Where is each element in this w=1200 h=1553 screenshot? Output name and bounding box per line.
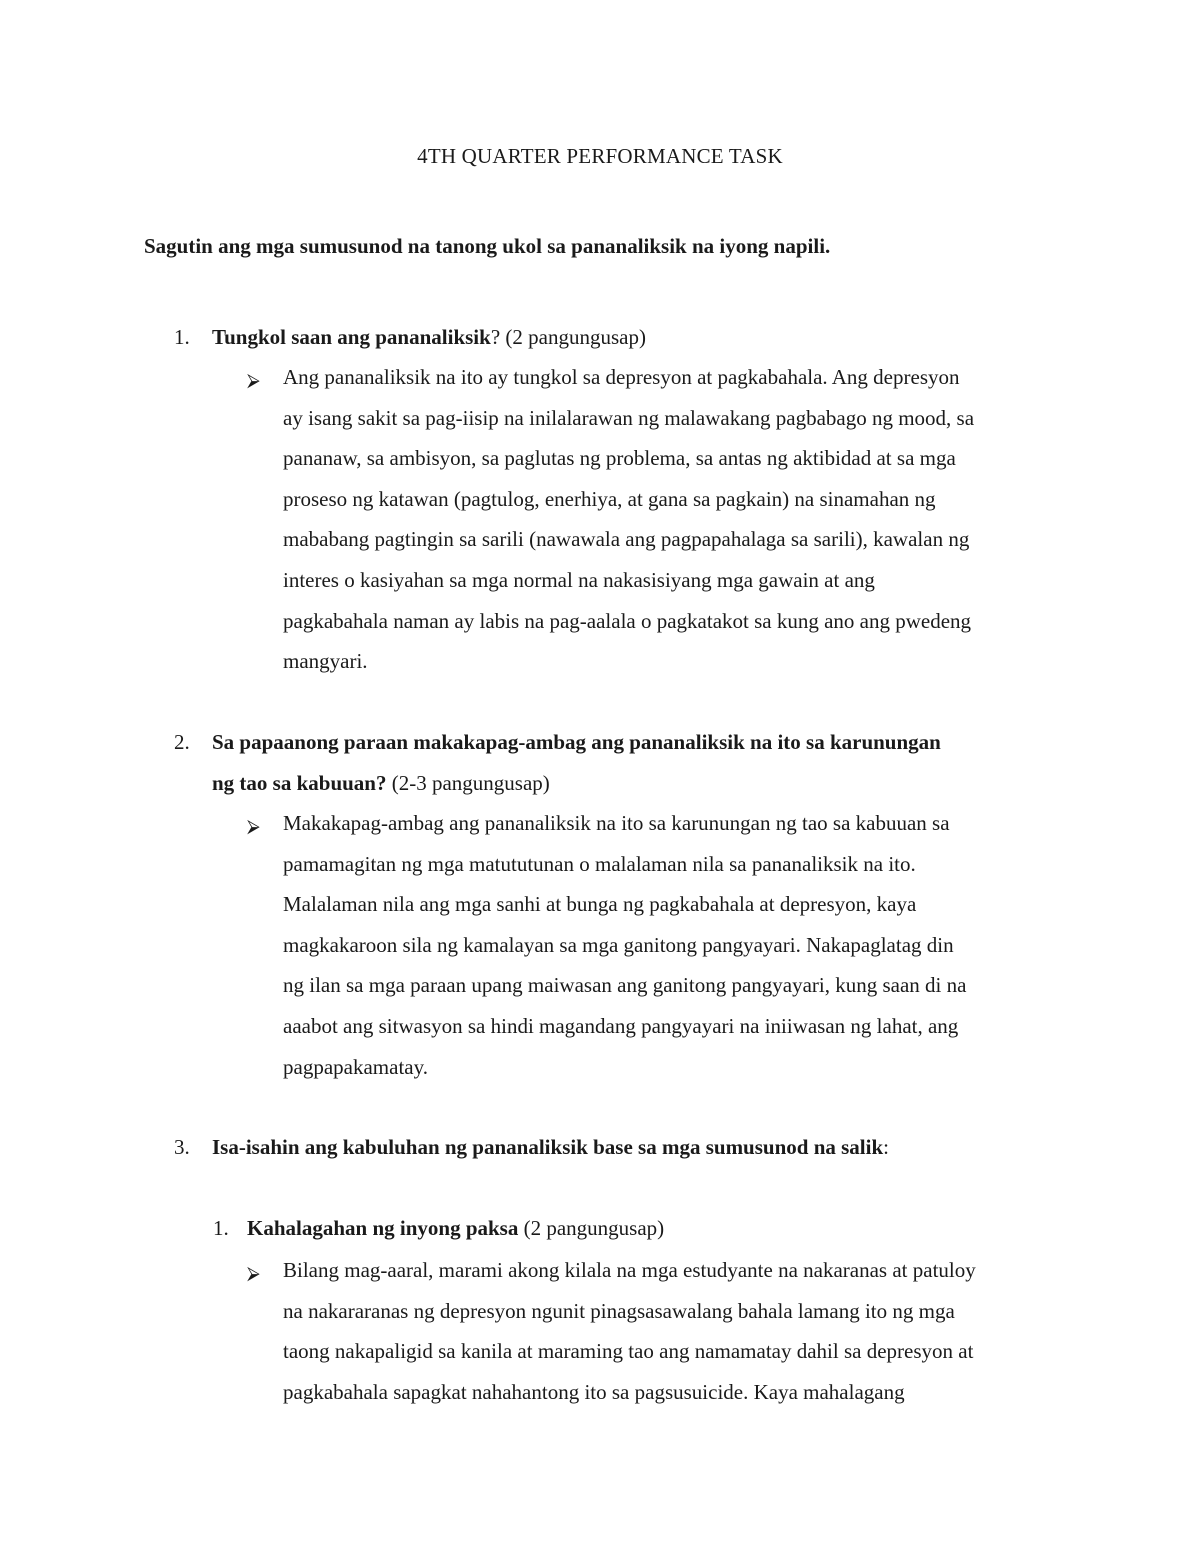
answer-line: mababang pagtingin sa sarili (nawawala ang pagpapahalaga sa sarili), kawalan ng: [283, 527, 970, 552]
question-2-text-cont: ng tao sa kabuuan?: [212, 771, 387, 795]
arrow-bullet-icon: ⮚: [247, 370, 260, 390]
answer-line: Bilang mag-aaral, marami akong kilala na mga estudyante na nakaranas at patuloy: [283, 1258, 976, 1282]
answer-1: [283, 357, 974, 682]
answer-line: mangyari.: [283, 649, 368, 674]
answer-2: [283, 803, 966, 1087]
subitem-1-note: (2 pangungusap): [518, 1216, 665, 1240]
answer-3-1: [283, 1250, 976, 1412]
question-2-text: Sa papaanong paraan makakapag-ambag ang pananaliksik na ito sa karunungan: [212, 730, 941, 754]
question-2-note: (2-3 pangungusap): [386, 771, 550, 795]
arrow-bullet-icon: ⮚: [247, 1263, 260, 1283]
answer-line: proseso ng katawan (pagtulog, enerhiya, at gana sa pagkain) na sinamahan ng: [283, 486, 936, 511]
answer-line: interes o kasiyahan sa mga normal na nakasisiyang mga gawain at ang: [283, 567, 875, 592]
answer-line: aaabot ang sitwasyon sa hindi magandang pangyayari na iniiwasan ng lahat, ang: [283, 1013, 959, 1038]
question-3-colon: :: [883, 1135, 889, 1159]
question-3-text: Isa-isahin ang kabuluhan ng pananaliksik base sa mga sumusunod na salik: [212, 1135, 884, 1159]
question-1: [212, 325, 646, 350]
answer-line: pamamagitan ng mga matututunan o malalaman nila sa pananaliksik na ito.: [283, 851, 916, 876]
question-1-note: ? (2 pangungusap): [490, 325, 646, 349]
answer-line: na nakararanas ng depresyon ngunit pinagsasawalang bahala lamang ito ng mga: [283, 1298, 955, 1323]
subitem-1-text: Kahalagahan ng inyong paksa: [247, 1216, 519, 1240]
answer-line: ng ilan sa mga paraan upang maiwasan ang ganitong pangyayari, kung saan di na: [283, 973, 967, 998]
answer-line: pananaw, sa ambisyon, sa paglutas ng problema, sa antas ng aktibidad at sa mga: [283, 446, 956, 471]
answer-line: Ang pananaliksik na ito ay tungkol sa depresyon at pagkabahala. Ang depresyon: [283, 365, 960, 389]
answer-line: magkakaroon sila ng kamalayan sa mga ganitong pangyayari. Nakapaglatag din: [283, 932, 954, 957]
answer-line: Malalaman nila ang mga sanhi at bunga ng pagkabahala at depresyon, kaya: [283, 892, 917, 917]
question-2-line-1: [212, 730, 941, 755]
answer-line: pagkabahala sapagkat nahahantong ito sa pagsusuicide. Kaya mahalagang: [283, 1379, 905, 1404]
question-1-text: Tungkol saan ang pananaliksik: [212, 325, 491, 349]
question-3-number: 3.: [174, 1135, 190, 1159]
subitem-1-number: 1.: [213, 1216, 229, 1240]
answer-line: Makakapag-ambag ang pananaliksik na ito sa karunungan ng tao sa kabuuan sa: [283, 811, 950, 835]
answer-line: ay isang sakit sa pag-iisip na inilalarawan ng malawakang pagbabago ng mood, sa: [283, 405, 975, 430]
answer-line: taong nakapaligid sa kanila at maraming tao ang namamatay dahil sa depresyon at: [283, 1339, 974, 1364]
answer-line: pagpapakamatay.: [283, 1054, 428, 1079]
document-title: 4TH QUARTER PERFORMANCE TASK: [417, 144, 783, 168]
subitem-1: [247, 1216, 664, 1241]
instruction-text: Sagutin ang mga sumusunod na tanong ukol sa pananaliksik na iyong napili.: [144, 234, 831, 258]
arrow-bullet-icon: ⮚: [247, 816, 260, 836]
question-3: [212, 1135, 889, 1160]
question-2-number: 2.: [174, 730, 190, 754]
question-1-number: 1.: [174, 325, 190, 349]
answer-line: pagkabahala naman ay labis na pag-aalala o pagkatakot sa kung ano ang pwedeng: [283, 608, 972, 633]
question-2-line-2: [212, 771, 550, 796]
